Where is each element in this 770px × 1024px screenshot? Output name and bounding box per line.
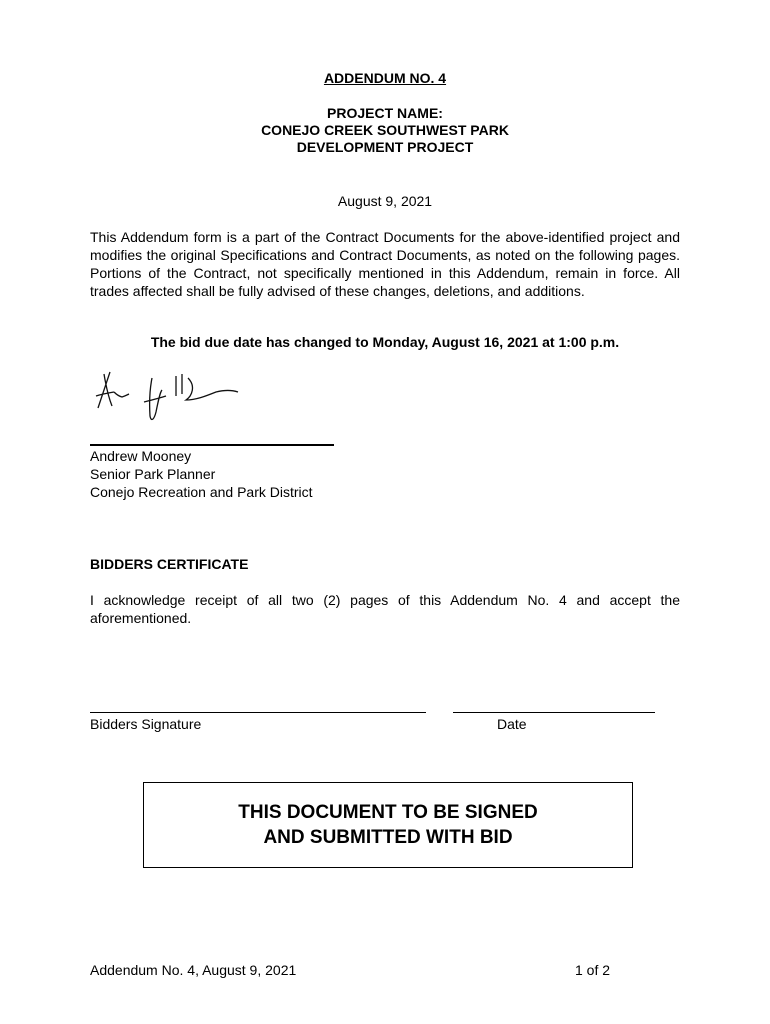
addendum-title: ADDENDUM NO. 4: [323, 70, 447, 86]
footer-left: Addendum No. 4, August 9, 2021: [90, 962, 297, 978]
signatory-title: Senior Park Planner: [90, 466, 216, 482]
signature-line: [90, 444, 334, 446]
addendum-date: August 9, 2021: [337, 193, 433, 209]
callout-line1: THIS DOCUMENT TO BE SIGNED: [238, 802, 538, 823]
date-line[interactable]: [453, 712, 655, 713]
intro-paragraph: This Addendum form is a part of the Contract Documents for the above-identified project and modifies the original Specifications and Contract Documents, as noted on the following pages. Portions of the Contract, not specifically mentioned in this Addendum, remain in force. All trades affected shall be fully advised of these changes, deletions, and additions.: [90, 229, 680, 299]
callout-line2: AND SUBMITTED WITH BID: [263, 827, 513, 848]
handwritten-signature: [92, 366, 242, 426]
bid-date-notice: The bid due date has changed to Monday, August 16, 2021 at 1:00 p.m.: [150, 334, 620, 350]
project-name-line1: CONEJO CREEK SOUTHWEST PARK: [261, 122, 509, 138]
footer-page-number: 1 of 2: [575, 962, 611, 978]
project-label: PROJECT NAME:: [327, 105, 443, 121]
signatory-organization: Conejo Recreation and Park District: [90, 484, 313, 500]
signatory-name: Andrew Mooney: [90, 448, 192, 464]
bidder-signature-label: Bidders Signature: [90, 716, 202, 732]
certificate-heading: BIDDERS CERTIFICATE: [90, 556, 249, 572]
project-name-line2: DEVELOPMENT PROJECT: [296, 139, 474, 155]
date-label: Date: [497, 716, 527, 732]
certificate-text: I acknowledge receipt of all two (2) pages of this Addendum No. 4 and accept the aforementioned.: [90, 592, 680, 626]
bidder-signature-line[interactable]: [90, 712, 426, 713]
submit-with-bid-callout: [143, 782, 633, 868]
